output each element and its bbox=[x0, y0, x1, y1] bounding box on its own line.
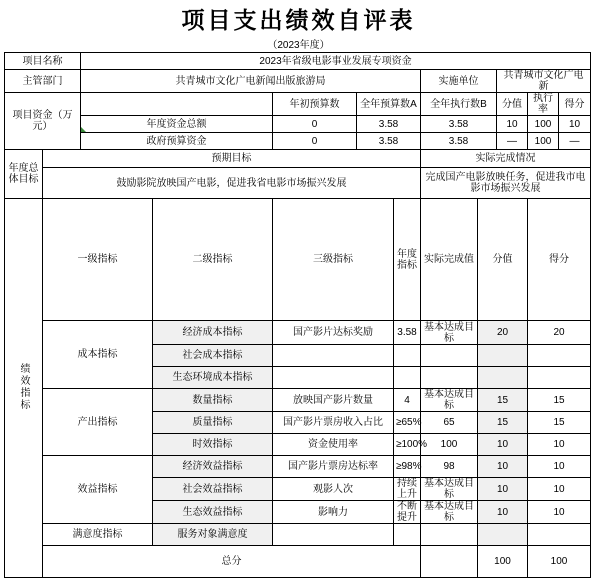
indicator-actual bbox=[421, 367, 478, 389]
indicator-level3: 国产影片票房收入占比 bbox=[273, 412, 394, 434]
indicator-got: 10 bbox=[528, 478, 591, 501]
indicator-row bbox=[5, 389, 591, 412]
indicator-level3: 放映国产影片数量 bbox=[273, 389, 394, 412]
indicator-target: 4 bbox=[394, 389, 421, 412]
header-target: 年度指标 bbox=[394, 199, 421, 321]
funding-total-exec: 3.58 bbox=[421, 116, 497, 133]
dept-value: 共青城市文化广电新闻出版旅游局 bbox=[81, 70, 421, 93]
indicator-got bbox=[528, 524, 591, 546]
indicator-target: ≥98% bbox=[394, 456, 421, 478]
total-blank bbox=[421, 546, 478, 578]
dept-label: 主管部门 bbox=[5, 70, 81, 93]
indicator-level2: 生态环境成本指标 bbox=[153, 367, 273, 389]
indicator-level3 bbox=[273, 345, 394, 367]
indicator-level2: 服务对象满意度 bbox=[153, 524, 273, 546]
indicator-level3: 国产影片达标奖励 bbox=[273, 321, 394, 345]
impl-value: 共青城市文化广电新 bbox=[497, 70, 591, 93]
col-rate-header: 执行率 bbox=[528, 93, 559, 116]
indicator-level1: 成本指标 bbox=[43, 321, 153, 389]
indicator-target: 不断提升 bbox=[394, 501, 421, 524]
indicator-score bbox=[478, 345, 528, 367]
indicator-level2: 经济成本指标 bbox=[153, 321, 273, 345]
indicator-actual: 100 bbox=[421, 434, 478, 456]
indicators-section-label: 绩效指标 bbox=[5, 199, 43, 578]
indicator-level2: 社会效益指标 bbox=[153, 478, 273, 501]
indicator-target: ≥65% bbox=[394, 412, 421, 434]
indicator-got: 10 bbox=[528, 501, 591, 524]
indicator-target: ≥100% bbox=[394, 434, 421, 456]
indicator-level1: 满意度指标 bbox=[43, 524, 153, 546]
indicator-score bbox=[478, 524, 528, 546]
indicator-got: 15 bbox=[528, 412, 591, 434]
header-level2: 二级指标 bbox=[153, 199, 273, 321]
funding-gov-score: — bbox=[497, 133, 528, 150]
funding-gov-rate: 100 bbox=[528, 133, 559, 150]
indicator-score: 10 bbox=[478, 456, 528, 478]
indicator-level2: 经济效益指标 bbox=[153, 456, 273, 478]
indicator-level2: 数量指标 bbox=[153, 389, 273, 412]
indicator-got: 10 bbox=[528, 456, 591, 478]
indicator-target bbox=[394, 345, 421, 367]
indicator-level3: 资金使用率 bbox=[273, 434, 394, 456]
indicator-got: 10 bbox=[528, 434, 591, 456]
goals-actual-text: 完成国产电影放映任务，促进我市电影市场振兴发展 bbox=[421, 168, 591, 199]
indicator-level1: 产出指标 bbox=[43, 389, 153, 456]
goals-expected-header: 预期目标 bbox=[43, 150, 421, 168]
indicator-row bbox=[5, 524, 591, 546]
indicator-score: 10 bbox=[478, 478, 528, 501]
impl-label: 实施单位 bbox=[421, 70, 497, 93]
header-actual: 实际完成值 bbox=[421, 199, 478, 321]
project-name-label: 项目名称 bbox=[5, 53, 81, 70]
indicator-level2: 质量指标 bbox=[153, 412, 273, 434]
total-label: 总分 bbox=[43, 546, 421, 578]
header-score: 分值 bbox=[478, 199, 528, 321]
cell-corner-mark bbox=[81, 127, 86, 132]
funding-gov-exec: 3.58 bbox=[421, 133, 497, 150]
funding-row-total-label: 年度资金总额 bbox=[81, 116, 273, 133]
indicator-actual: 基本达成目标 bbox=[421, 389, 478, 412]
funding-total-got: 10 bbox=[559, 116, 591, 133]
self-evaluation-table bbox=[4, 52, 591, 578]
indicator-row bbox=[5, 456, 591, 478]
page-title: 项目支出绩效自评表 bbox=[181, 7, 416, 34]
indicator-target bbox=[394, 367, 421, 389]
indicator-got: 20 bbox=[528, 321, 591, 345]
indicator-score: 10 bbox=[478, 434, 528, 456]
col-got-header: 得分 bbox=[559, 93, 591, 116]
indicator-actual: 98 bbox=[421, 456, 478, 478]
indicator-actual bbox=[421, 524, 478, 546]
goals-actual-header: 实际完成情况 bbox=[421, 150, 591, 168]
col-initial-header: 年初预算数 bbox=[273, 93, 357, 116]
indicator-actual: 基本达成目标 bbox=[421, 321, 478, 345]
project-name-value: 2023年省级电影事业发展专项资金 bbox=[81, 53, 591, 70]
indicator-got bbox=[528, 345, 591, 367]
funding-gov-initial: 0 bbox=[273, 133, 357, 150]
indicator-got: 15 bbox=[528, 389, 591, 412]
funding-label: 项目资金（万元） bbox=[5, 93, 81, 150]
total-score: 100 bbox=[478, 546, 528, 578]
indicator-level3 bbox=[273, 524, 394, 546]
indicator-level2: 生态效益指标 bbox=[153, 501, 273, 524]
funding-gov-full: 3.58 bbox=[357, 133, 421, 150]
funding-total-full: 3.58 bbox=[357, 116, 421, 133]
funding-blank-header bbox=[81, 93, 273, 116]
col-score-header: 分值 bbox=[497, 93, 528, 116]
col-exec-header: 全年执行数B bbox=[421, 93, 497, 116]
goals-expected-text: 鼓励影院放映国产电影，促进我省电影市场振兴发展 bbox=[43, 168, 421, 199]
funding-total-initial: 0 bbox=[273, 116, 357, 133]
page-subtitle: （2023年度） bbox=[267, 40, 330, 51]
indicator-level3 bbox=[273, 367, 394, 389]
indicator-score bbox=[478, 367, 528, 389]
funding-total-rate: 100 bbox=[528, 116, 559, 133]
indicator-level1: 效益指标 bbox=[43, 456, 153, 524]
indicator-score: 15 bbox=[478, 412, 528, 434]
total-got: 100 bbox=[528, 546, 591, 578]
indicator-score: 20 bbox=[478, 321, 528, 345]
indicator-score: 15 bbox=[478, 389, 528, 412]
funding-row-gov-label: 政府预算资金 bbox=[81, 133, 273, 150]
indicator-level3: 影响力 bbox=[273, 501, 394, 524]
total-row bbox=[5, 546, 591, 578]
funding-total-score: 10 bbox=[497, 116, 528, 133]
indicator-level3: 国产影片票房达标率 bbox=[273, 456, 394, 478]
indicator-actual: 65 bbox=[421, 412, 478, 434]
header-got: 得分 bbox=[528, 199, 591, 321]
indicator-score: 10 bbox=[478, 501, 528, 524]
indicator-actual: 基本达成目标 bbox=[421, 501, 478, 524]
indicator-row bbox=[5, 321, 591, 345]
indicator-level2: 时效指标 bbox=[153, 434, 273, 456]
funding-gov-got: — bbox=[559, 133, 591, 150]
col-full-header: 全年预算数A bbox=[357, 93, 421, 116]
indicator-actual bbox=[421, 345, 478, 367]
indicator-level2: 社会成本指标 bbox=[153, 345, 273, 367]
indicator-got bbox=[528, 367, 591, 389]
indicator-target bbox=[394, 524, 421, 546]
indicator-level3: 观影人次 bbox=[273, 478, 394, 501]
indicator-actual: 基本达成目标 bbox=[421, 478, 478, 501]
indicator-target: 持续上升 bbox=[394, 478, 421, 501]
goals-label: 年度总体目标 bbox=[5, 150, 43, 199]
header-level1: 一级指标 bbox=[43, 199, 153, 321]
indicator-target: 3.58 bbox=[394, 321, 421, 345]
table-body bbox=[5, 53, 591, 578]
header-level3: 三级指标 bbox=[273, 199, 394, 321]
